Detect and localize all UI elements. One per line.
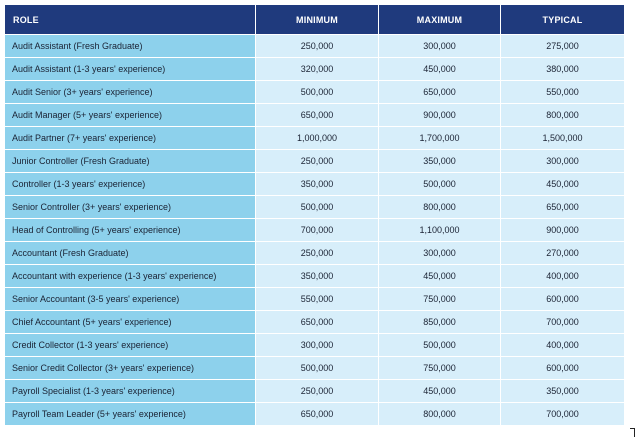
maximum-cell: 350,000 bbox=[379, 149, 501, 172]
table-row bbox=[5, 34, 624, 57]
maximum-cell: 650,000 bbox=[379, 80, 501, 103]
typical-cell: 800,000 bbox=[501, 103, 624, 126]
maximum-cell: 800,000 bbox=[379, 402, 501, 425]
role-cell: Audit Assistant (1-3 years' experience) bbox=[5, 57, 256, 80]
table-row bbox=[5, 172, 624, 195]
typical-cell: 600,000 bbox=[501, 287, 624, 310]
minimum-cell: 320,000 bbox=[256, 57, 379, 80]
table-row bbox=[5, 310, 624, 333]
role-cell: Payroll Specialist (1-3 years' experience) bbox=[5, 379, 256, 402]
maximum-cell: 300,000 bbox=[379, 34, 501, 57]
typical-cell: 275,000 bbox=[501, 34, 624, 57]
page-corner-mark bbox=[630, 428, 635, 437]
maximum-cell: 500,000 bbox=[379, 333, 501, 356]
typical-cell: 650,000 bbox=[501, 195, 624, 218]
typical-column-header: TYPICAL bbox=[501, 5, 624, 34]
role-cell: Audit Assistant (Fresh Graduate) bbox=[5, 34, 256, 57]
role-cell: Controller (1-3 years' experience) bbox=[5, 172, 256, 195]
table-row bbox=[5, 195, 624, 218]
table-body bbox=[5, 34, 624, 425]
typical-cell: 700,000 bbox=[501, 310, 624, 333]
minimum-cell: 250,000 bbox=[256, 34, 379, 57]
role-cell: Senior Credit Collector (3+ years' experience) bbox=[5, 356, 256, 379]
role-cell: Senior Controller (3+ years' experience) bbox=[5, 195, 256, 218]
minimum-cell: 250,000 bbox=[256, 241, 379, 264]
maximum-cell: 800,000 bbox=[379, 195, 501, 218]
typical-cell: 400,000 bbox=[501, 264, 624, 287]
role-column-header: ROLE bbox=[5, 5, 256, 34]
maximum-cell: 1,100,000 bbox=[379, 218, 501, 241]
minimum-cell: 350,000 bbox=[256, 264, 379, 287]
minimum-cell: 550,000 bbox=[256, 287, 379, 310]
minimum-cell: 650,000 bbox=[256, 402, 379, 425]
minimum-cell: 650,000 bbox=[256, 310, 379, 333]
typical-cell: 300,000 bbox=[501, 149, 624, 172]
typical-cell: 600,000 bbox=[501, 356, 624, 379]
maximum-cell: 1,700,000 bbox=[379, 126, 501, 149]
role-cell: Junior Controller (Fresh Graduate) bbox=[5, 149, 256, 172]
table-row bbox=[5, 218, 624, 241]
minimum-cell: 1,000,000 bbox=[256, 126, 379, 149]
maximum-cell: 900,000 bbox=[379, 103, 501, 126]
table-row bbox=[5, 379, 624, 402]
typical-cell: 1,500,000 bbox=[501, 126, 624, 149]
header-row bbox=[5, 5, 624, 34]
minimum-cell: 300,000 bbox=[256, 333, 379, 356]
table-row bbox=[5, 402, 624, 425]
table-row bbox=[5, 126, 624, 149]
maximum-column-header: MAXIMUM bbox=[379, 5, 501, 34]
table-row bbox=[5, 80, 624, 103]
minimum-column-header: MINIMUM bbox=[256, 5, 379, 34]
role-cell: Accountant with experience (1-3 years' experience) bbox=[5, 264, 256, 287]
role-cell: Audit Manager (5+ years' experience) bbox=[5, 103, 256, 126]
minimum-cell: 650,000 bbox=[256, 103, 379, 126]
minimum-cell: 500,000 bbox=[256, 195, 379, 218]
role-cell: Accountant (Fresh Graduate) bbox=[5, 241, 256, 264]
table-row bbox=[5, 103, 624, 126]
role-cell: Head of Controlling (5+ years' experience) bbox=[5, 218, 256, 241]
maximum-cell: 750,000 bbox=[379, 287, 501, 310]
table-row bbox=[5, 241, 624, 264]
minimum-cell: 700,000 bbox=[256, 218, 379, 241]
maximum-cell: 850,000 bbox=[379, 310, 501, 333]
table-row bbox=[5, 264, 624, 287]
role-cell: Payroll Team Leader (5+ years' experience) bbox=[5, 402, 256, 425]
table-row bbox=[5, 356, 624, 379]
typical-cell: 350,000 bbox=[501, 379, 624, 402]
role-cell: Chief Accountant (5+ years' experience) bbox=[5, 310, 256, 333]
minimum-cell: 250,000 bbox=[256, 149, 379, 172]
typical-cell: 550,000 bbox=[501, 80, 624, 103]
table-row bbox=[5, 333, 624, 356]
typical-cell: 380,000 bbox=[501, 57, 624, 80]
salary-table bbox=[5, 5, 624, 425]
maximum-cell: 750,000 bbox=[379, 356, 501, 379]
minimum-cell: 500,000 bbox=[256, 356, 379, 379]
maximum-cell: 500,000 bbox=[379, 172, 501, 195]
maximum-cell: 300,000 bbox=[379, 241, 501, 264]
maximum-cell: 450,000 bbox=[379, 264, 501, 287]
maximum-cell: 450,000 bbox=[379, 57, 501, 80]
typical-cell: 400,000 bbox=[501, 333, 624, 356]
typical-cell: 700,000 bbox=[501, 402, 624, 425]
maximum-cell: 450,000 bbox=[379, 379, 501, 402]
minimum-cell: 500,000 bbox=[256, 80, 379, 103]
minimum-cell: 250,000 bbox=[256, 379, 379, 402]
typical-cell: 270,000 bbox=[501, 241, 624, 264]
table-row bbox=[5, 149, 624, 172]
typical-cell: 450,000 bbox=[501, 172, 624, 195]
role-cell: Senior Accountant (3-5 years' experience) bbox=[5, 287, 256, 310]
typical-cell: 900,000 bbox=[501, 218, 624, 241]
role-cell: Audit Partner (7+ years' experience) bbox=[5, 126, 256, 149]
role-cell: Credit Collector (1-3 years' experience) bbox=[5, 333, 256, 356]
table-row bbox=[5, 57, 624, 80]
role-cell: Audit Senior (3+ years' experience) bbox=[5, 80, 256, 103]
table-row bbox=[5, 287, 624, 310]
minimum-cell: 350,000 bbox=[256, 172, 379, 195]
